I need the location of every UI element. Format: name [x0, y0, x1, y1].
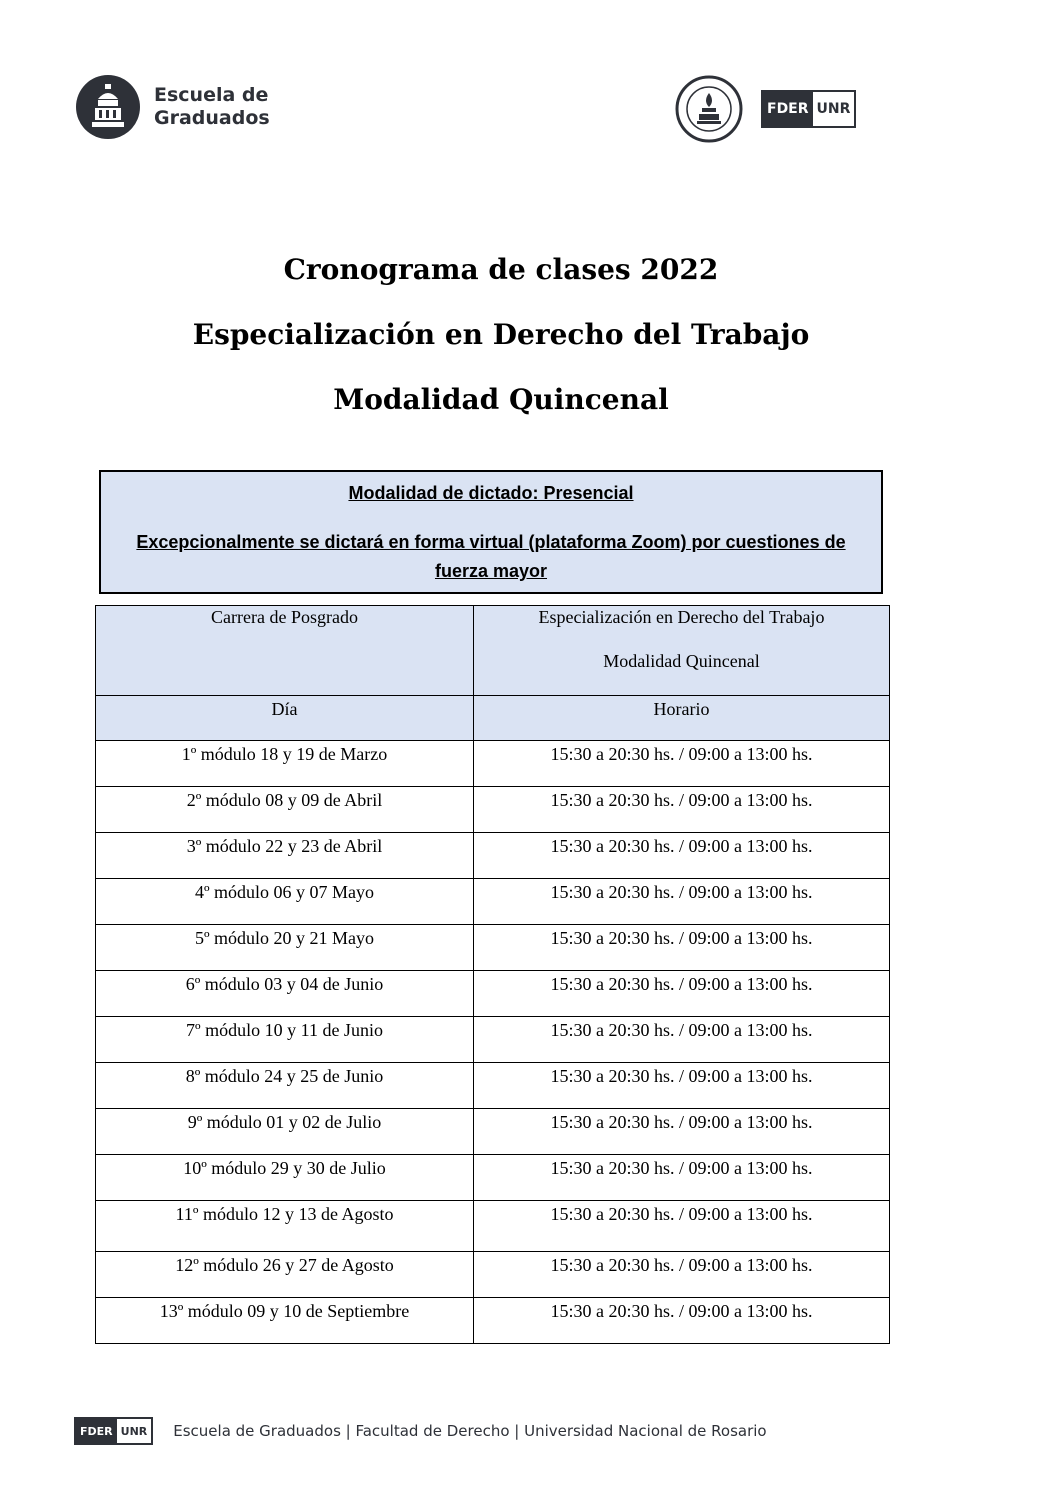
notice-exception: Excepcionalmente se dictará en forma virtual (plataforma Zoom) por cuestiones de fuerza mayor [136, 532, 846, 581]
footer-badge-unr: UNR [117, 1419, 152, 1443]
unr-seal-icon [675, 75, 743, 143]
time-cell: 15:30 a 20:30 hs. / 09:00 a 13:00 hs. [474, 925, 890, 971]
day-cell: 12º módulo 26 y 27 de Agosto [96, 1252, 474, 1298]
table-row [96, 1252, 890, 1298]
table-row [96, 787, 890, 833]
time-cell: 15:30 a 20:30 hs. / 09:00 a 13:00 hs. [474, 1252, 890, 1298]
time-cell: 15:30 a 20:30 hs. / 09:00 a 13:00 hs. [474, 787, 890, 833]
day-cell: 9º módulo 01 y 02 de Julio [96, 1109, 474, 1155]
day-cell: 10º módulo 29 y 30 de Julio [96, 1155, 474, 1201]
time-cell: 15:30 a 20:30 hs. / 09:00 a 13:00 hs. [474, 1109, 890, 1155]
program-label-cell [96, 606, 474, 696]
footer-text: Escuela de Graduados | Facultad de Derecho | Universidad Nacional de Rosario [173, 1422, 767, 1440]
column-header-time: Horario [474, 696, 890, 741]
footer-fder-unr-badge [74, 1417, 153, 1445]
time-cell: 15:30 a 20:30 hs. / 09:00 a 13:00 hs. [474, 1017, 890, 1063]
program-name-cell [474, 606, 890, 696]
table-row [96, 925, 890, 971]
table-row [96, 1063, 890, 1109]
logo-text-line2: Graduados [154, 107, 270, 129]
time-cell: 15:30 a 20:30 hs. / 09:00 a 13:00 hs. [474, 833, 890, 879]
footer-badge-fder: FDER [76, 1419, 117, 1443]
document-titles [0, 248, 1002, 443]
title-line3: Modalidad Quincenal [333, 383, 669, 416]
program-label: Carrera de Posgrado [211, 607, 358, 627]
table-row [96, 1109, 890, 1155]
table-row [96, 833, 890, 879]
table-row [96, 1201, 890, 1252]
page-footer [74, 1417, 767, 1445]
day-cell: 5º módulo 20 y 21 Mayo [96, 925, 474, 971]
day-cell: 13º módulo 09 y 10 de Septiembre [96, 1298, 474, 1344]
table-header-columns [96, 696, 890, 741]
title-line2: Especialización en Derecho del Trabajo [192, 318, 810, 351]
fder-unr-badge [761, 90, 856, 128]
day-cell: 4º módulo 06 y 07 Mayo [96, 879, 474, 925]
table-row [96, 879, 890, 925]
day-cell: 7º módulo 10 y 11 de Junio [96, 1017, 474, 1063]
title-line1: Cronograma de clases 2022 [283, 253, 719, 286]
time-cell: 15:30 a 20:30 hs. / 09:00 a 13:00 hs. [474, 741, 890, 787]
badge-fder: FDER [763, 92, 813, 126]
day-cell: 1º módulo 18 y 19 de Marzo [96, 741, 474, 787]
notice-modality: Modalidad de dictado: Presencial [348, 483, 634, 503]
badge-unr: UNR [813, 92, 855, 126]
day-cell: 3º módulo 22 y 23 de Abril [96, 833, 474, 879]
building-icon [76, 75, 140, 139]
day-cell: 11º módulo 12 y 13 de Agosto [96, 1201, 474, 1252]
column-header-day: Día [96, 696, 474, 741]
time-cell: 15:30 a 20:30 hs. / 09:00 a 13:00 hs. [474, 1063, 890, 1109]
schedule-table [95, 605, 890, 1344]
table-row [96, 741, 890, 787]
institution-logos [675, 75, 856, 143]
table-row [96, 1298, 890, 1344]
table-row [96, 971, 890, 1017]
program-name: Especialización en Derecho del Trabajo [538, 607, 825, 627]
table-row [96, 1155, 890, 1201]
table-row [96, 1017, 890, 1063]
escuela-graduados-logo [76, 75, 270, 139]
day-cell: 8º módulo 24 y 25 de Junio [96, 1063, 474, 1109]
modality-notice-box [99, 470, 883, 594]
time-cell: 15:30 a 20:30 hs. / 09:00 a 13:00 hs. [474, 879, 890, 925]
time-cell: 15:30 a 20:30 hs. / 09:00 a 13:00 hs. [474, 971, 890, 1017]
day-cell: 6º módulo 03 y 04 de Junio [96, 971, 474, 1017]
program-mode: Modalidad Quincenal [603, 651, 760, 671]
day-cell: 2º módulo 08 y 09 de Abril [96, 787, 474, 833]
time-cell: 15:30 a 20:30 hs. / 09:00 a 13:00 hs. [474, 1155, 890, 1201]
time-cell: 15:30 a 20:30 hs. / 09:00 a 13:00 hs. [474, 1298, 890, 1344]
logo-text [154, 84, 270, 130]
time-cell: 15:30 a 20:30 hs. / 09:00 a 13:00 hs. [474, 1201, 890, 1252]
logo-text-line1: Escuela de [154, 84, 269, 106]
table-header-program [96, 606, 890, 696]
